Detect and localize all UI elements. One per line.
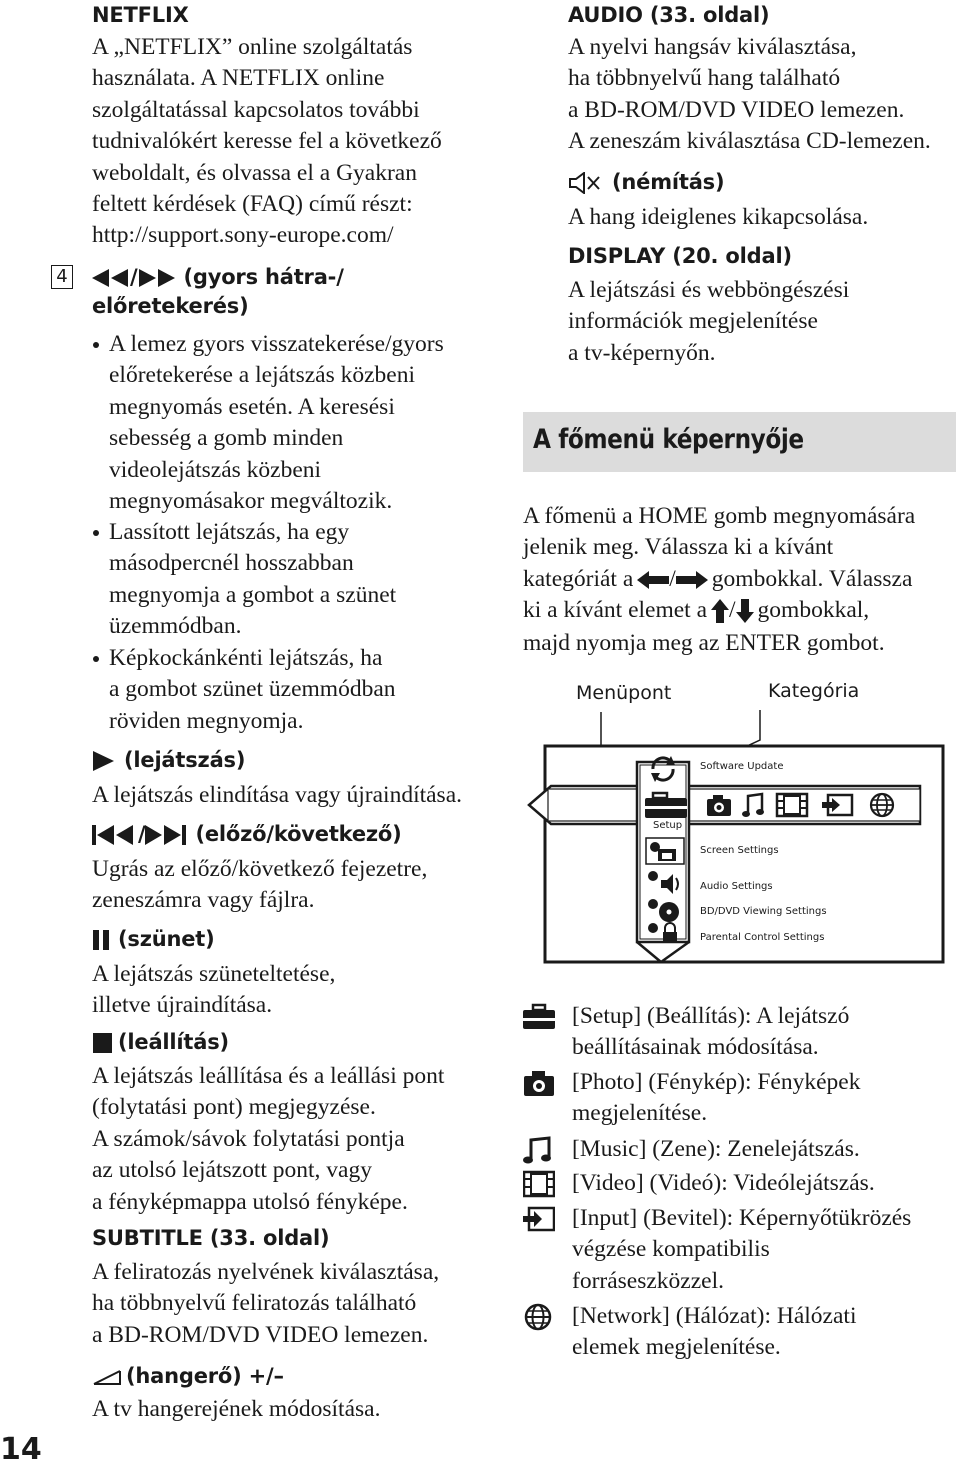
menu-item-screen-settings: Screen Settings — [700, 845, 779, 856]
prevnext-separator: / — [138, 822, 146, 846]
play-icon — [92, 751, 114, 776]
play-heading-text: (lejátszás) — [124, 748, 246, 772]
menu-item-parental-control: Parental Control Settings — [700, 932, 825, 943]
toolbox-icon — [523, 1003, 555, 1031]
stop-text: A lejátszás leállítása és a leállási pont (folytatási pont) megjegyzése. A számok/sávok folytatási pontja az utolsó lejátszott pont, vagy a fényképmappa utolsó fényképe. — [92, 1063, 445, 1215]
mute-icon — [568, 172, 602, 199]
mute-text: A hang ideiglenes kikapcsolása. — [568, 204, 869, 230]
label-category: Kategória — [768, 680, 860, 702]
globe-icon — [523, 1303, 555, 1331]
prevnext-heading — [92, 820, 402, 850]
seek-bullet-1: A lemez gyors visszatekerése/gyors előretekerése a lejátszás közbeni megnyomás esetén. A keresési sebesség a gomb minden videolejátszás közbeni megnyomásakor megváltozik. — [92, 329, 509, 517]
music-note-icon — [523, 1136, 555, 1164]
legend-video-text: [Video] (Videó): Videólejátszás. — [572, 1170, 875, 1196]
legend-music-text: [Music] (Zene): Zenelejátszás. — [572, 1136, 860, 1162]
rewind-icon — [92, 269, 130, 292]
pause-text: A lejátszás szüneteltetése, illetve újraindítása. — [92, 961, 336, 1019]
previous-icon — [92, 825, 134, 850]
pause-icon — [92, 930, 114, 955]
intro-part-1: A főmenü a HOME gomb megnyomására jelenik meg. Válassza ki a kívánt kategóriát a — [523, 503, 916, 592]
legend-photo-text: [Photo] (Fénykép): Fényképek megjelenítése. — [572, 1069, 861, 1127]
display-heading: DISPLAY (20. oldal) — [568, 244, 792, 268]
display-text: A lejátszási és webböngészési információk megjelenítése a tv-képernyőn. — [568, 277, 850, 366]
audio-heading: AUDIO (33. oldal) — [568, 3, 770, 27]
arrow-up-icon — [711, 599, 729, 628]
seek-heading-b: előretekerés) — [92, 294, 249, 318]
section-banner — [523, 412, 956, 472]
banner-title: A főmenü képernyője — [533, 424, 804, 455]
volume-heading — [92, 1362, 284, 1391]
seek-bullet-3: Képkockánkénti lejátszás, ha a gombot szünet üzemmódban röviden megnyomja. — [92, 643, 509, 737]
film-icon — [523, 1170, 555, 1198]
camera-icon — [523, 1069, 555, 1097]
volume-heading-text: (hangerő) +/– — [126, 1364, 284, 1388]
play-heading — [92, 746, 245, 776]
legend-network-text: [Network] (Hálózat): Hálózati elemek megjelenítése. — [572, 1303, 857, 1361]
intro-part-3: gombokkal, majd nyomja meg az ENTER gombot. — [523, 597, 885, 657]
seek-separator: / — [130, 265, 138, 289]
legend-input-text: [Input] (Bevitel): Képernyőtükrözés végzése kompatibilis forráseszközzel. — [572, 1205, 912, 1294]
seek-bullet-2: Lassított lejátszás, ha egy másodpercnél hosszabban megnyomja a gombot a szünet üzemmódban. — [92, 517, 509, 643]
section-marker: 4 — [51, 265, 73, 289]
stop-heading — [92, 1028, 229, 1058]
home-menu-diagram — [525, 700, 960, 975]
seek-heading — [92, 263, 492, 321]
subtitle-heading: SUBTITLE (33. oldal) — [92, 1226, 330, 1250]
menu-item-audio-settings: Audio Settings — [700, 881, 773, 892]
stop-icon — [92, 1033, 114, 1058]
prevnext-heading-text: (előző/következő) — [195, 822, 402, 846]
home-intro — [523, 501, 960, 659]
netflix-heading: NETFLIX — [92, 3, 189, 27]
fast-forward-icon — [137, 269, 175, 292]
audio-text: A nyelvi hangsáv kiválasztása, ha többnyelvű hang található a BD-ROM/DVD VIDEO lemezen. A zeneszám kiválasztása CD-lemezen. — [568, 34, 931, 155]
pause-heading — [92, 925, 215, 955]
volume-icon — [92, 1368, 122, 1391]
prevnext-text: Ugrás az előző/következő fejezetre, zeneszámra vagy fájlra. — [92, 856, 428, 914]
intro-separator-1: / — [669, 565, 676, 592]
menu-item-bd-dvd-settings: BD/DVD Viewing Settings — [700, 906, 827, 917]
mute-heading — [568, 168, 724, 199]
volume-text: A tv hangerejének módosítása. — [92, 1396, 381, 1422]
arrow-down-icon — [736, 599, 754, 628]
input-icon — [523, 1205, 555, 1233]
seek-heading-a: (gyors hátra-/ — [183, 265, 344, 289]
page-number: 14 — [0, 1432, 42, 1467]
arrow-right-icon — [676, 571, 708, 594]
pause-heading-text: (szünet) — [118, 927, 215, 951]
play-text: A lejátszás elindítása vagy újraindítása. — [92, 782, 463, 808]
setup-caption: Setup — [653, 820, 683, 831]
netflix-text: A „NETFLIX” online szolgáltatás használata. A NETFLIX online szolgáltatással kapcsolatos további tudnivalókért keresse fel a következő weboldalt, és olvassa el a Gyakran feltett kérdések (FAQ) című részt: http://support.sony-europe.com/ — [92, 34, 442, 249]
arrow-left-icon — [637, 571, 669, 594]
subtitle-text: A feliratozás nyelvének kiválasztása, ha többnyelvű feliratozás található a BD-ROM/DVD VIDEO lemezen. — [92, 1259, 440, 1348]
stop-heading-text: (leállítás) — [118, 1030, 229, 1054]
intro-part-2: gombokkal. Válassza ki a kívánt elemet a — [523, 565, 913, 624]
label-menu-item: Menüpont — [576, 682, 672, 704]
legend-setup-text: [Setup] (Beállítás): A lejátszó beállításainak módosítása. — [572, 1003, 850, 1061]
mute-heading-text: (némítás) — [612, 170, 725, 194]
menu-item-software-update: Software Update — [700, 761, 784, 772]
intro-separator-2: / — [729, 597, 736, 624]
next-icon — [145, 825, 187, 850]
